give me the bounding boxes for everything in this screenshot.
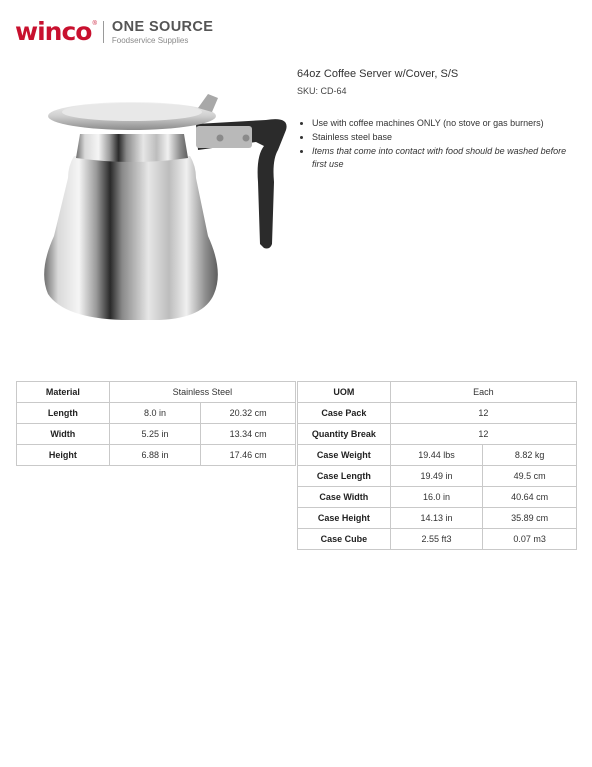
uom-value: Each — [390, 382, 576, 403]
brand-logo — [15, 19, 213, 45]
table-row — [298, 529, 577, 550]
table-row — [298, 403, 577, 424]
product-dimensions-table — [16, 381, 296, 466]
table-row — [298, 445, 577, 466]
table-row — [298, 466, 577, 487]
one-source-logo — [112, 20, 214, 45]
height-label: Height — [17, 445, 110, 466]
one-source-title: ONE SOURCE — [111, 18, 214, 35]
width-imperial: 5.25 in — [109, 424, 201, 445]
quantity-break-value: 12 — [390, 424, 576, 445]
material-label: Material — [17, 382, 110, 403]
height-metric: 17.46 cm — [201, 445, 296, 466]
uom-label: UOM — [298, 382, 391, 403]
case-height-metric: 35.89 cm — [483, 508, 577, 529]
feature-item: • Items that come into contact with food should be washed before first use — [312, 145, 577, 171]
table-row — [17, 445, 296, 466]
feature-item: • Use with coffee machines ONLY (no stove or gas burners) — [312, 117, 577, 130]
table-row — [298, 382, 577, 403]
case-weight-metric: 8.82 kg — [483, 445, 577, 466]
length-metric: 20.32 cm — [201, 403, 296, 424]
case-length-label: Case Length — [298, 466, 391, 487]
case-cube-imperial: 2.55 ft3 — [390, 529, 483, 550]
case-length-metric: 49.5 cm — [483, 466, 577, 487]
table-row — [17, 382, 296, 403]
table-row — [298, 487, 577, 508]
table-row — [17, 403, 296, 424]
material-value: Stainless Steel — [109, 382, 295, 403]
case-cube-metric: 0.07 m3 — [483, 529, 577, 550]
case-height-label: Case Height — [298, 508, 391, 529]
case-width-metric: 40.64 cm — [483, 487, 577, 508]
case-pack-value: 12 — [390, 403, 576, 424]
height-imperial: 6.88 in — [109, 445, 201, 466]
product-sku: SKU: CD-64 — [297, 86, 347, 96]
width-label: Width — [17, 424, 110, 445]
case-weight-imperial: 19.44 lbs — [390, 445, 483, 466]
case-cube-label: Case Cube — [298, 529, 391, 550]
logo-divider — [103, 21, 104, 43]
case-width-label: Case Width — [298, 487, 391, 508]
table-row — [17, 424, 296, 445]
table-row — [298, 508, 577, 529]
feature-list — [297, 117, 577, 172]
case-pack-label: Case Pack — [298, 403, 391, 424]
coffee-server-image — [28, 86, 290, 324]
length-imperial: 8.0 in — [109, 403, 201, 424]
table-row — [298, 424, 577, 445]
case-length-imperial: 19.49 in — [390, 466, 483, 487]
case-specs-table — [297, 381, 577, 550]
case-weight-label: Case Weight — [298, 445, 391, 466]
case-width-imperial: 16.0 in — [390, 487, 483, 508]
length-label: Length — [17, 403, 110, 424]
case-height-imperial: 14.13 in — [390, 508, 483, 529]
feature-item: • Stainless steel base — [312, 131, 577, 144]
registered-mark: ® — [92, 21, 97, 27]
quantity-break-label: Quantity Break — [298, 424, 391, 445]
width-metric: 13.34 cm — [201, 424, 296, 445]
winco-logo-text: winco — [15, 17, 92, 46]
one-source-subtitle: Foodservice Supplies — [111, 35, 189, 45]
product-title: 64oz Coffee Server w/Cover, S/S — [297, 68, 459, 80]
